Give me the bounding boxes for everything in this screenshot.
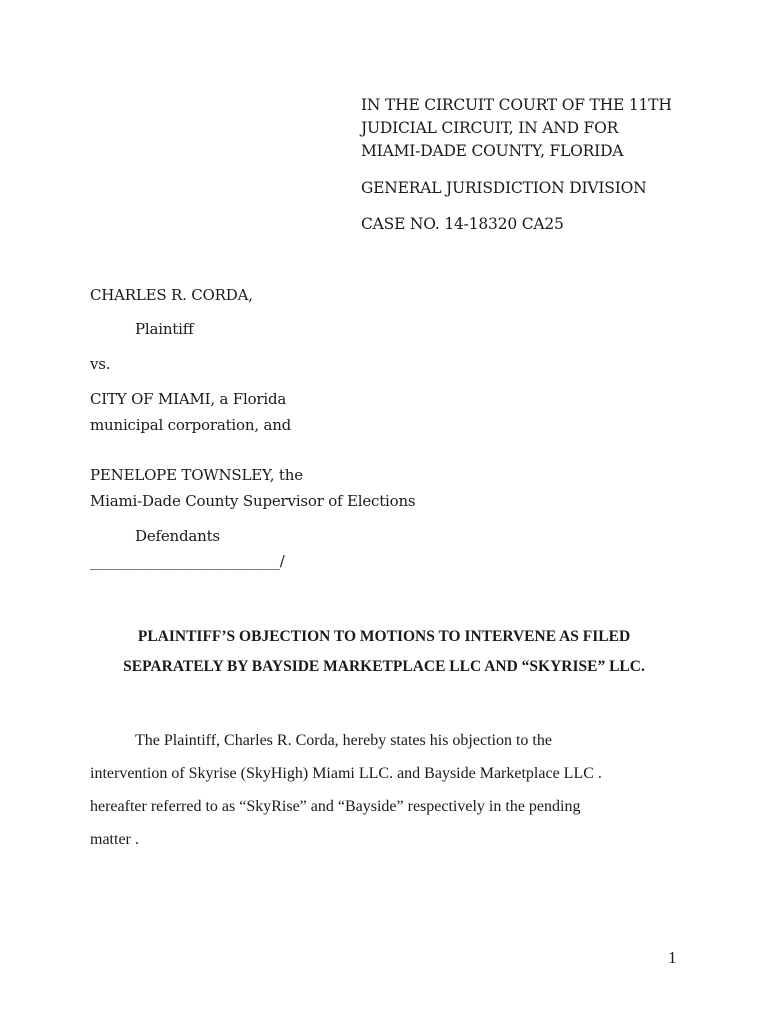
defendant-supervisor-line: Miami-Dade County Supervisor of Elections [90,492,416,510]
defendant-city [90,386,291,438]
title-line: PLAINTIFF’S OBJECTION TO MOTIONS TO INTERVENE AS FILED [137,628,631,645]
court-caption [361,94,672,163]
signature-line: __________________________/ [90,552,285,570]
body-line: matter . [90,831,139,848]
court-line: MIAMI-DADE COUNTY, FLORIDA [361,142,624,160]
court-line: JUDICIAL CIRCUIT, IN AND FOR [361,119,619,137]
versus-label: vs. [90,355,111,373]
case-number: CASE NO. 14-18320 CA25 [361,215,564,233]
defendant-role: Defendants [135,527,220,545]
body-paragraph [90,724,602,856]
page-number: 1 [668,948,677,967]
defendant-city-line: CITY OF MIAMI, a Florida [90,390,287,408]
plaintiff-name: CHARLES R. CORDA, [90,286,253,304]
document-title [90,622,678,682]
defendant-city-line: municipal corporation, and [90,416,292,434]
defendant-supervisor [90,462,415,514]
title-line: SEPARATELY BY BAYSIDE MARKETPLACE LLC AND “SKYRISE” LLC. [123,658,645,675]
plaintiff-role: Plaintiff [135,320,194,338]
court-line: IN THE CIRCUIT COURT OF THE 11TH [361,96,672,114]
body-line: intervention of Skyrise (SkyHigh) Miami LLC. and Bayside Marketplace LLC . [90,765,602,782]
body-line: hereafter referred to as “SkyRise” and “Bayside” respectively in the pending [90,798,581,815]
body-line: The Plaintiff, Charles R. Corda, hereby states his objection to the [135,732,552,749]
defendant-supervisor-line: PENELOPE TOWNSLEY, the [90,466,303,484]
division-label: GENERAL JURISDICTION DIVISION [361,179,647,197]
